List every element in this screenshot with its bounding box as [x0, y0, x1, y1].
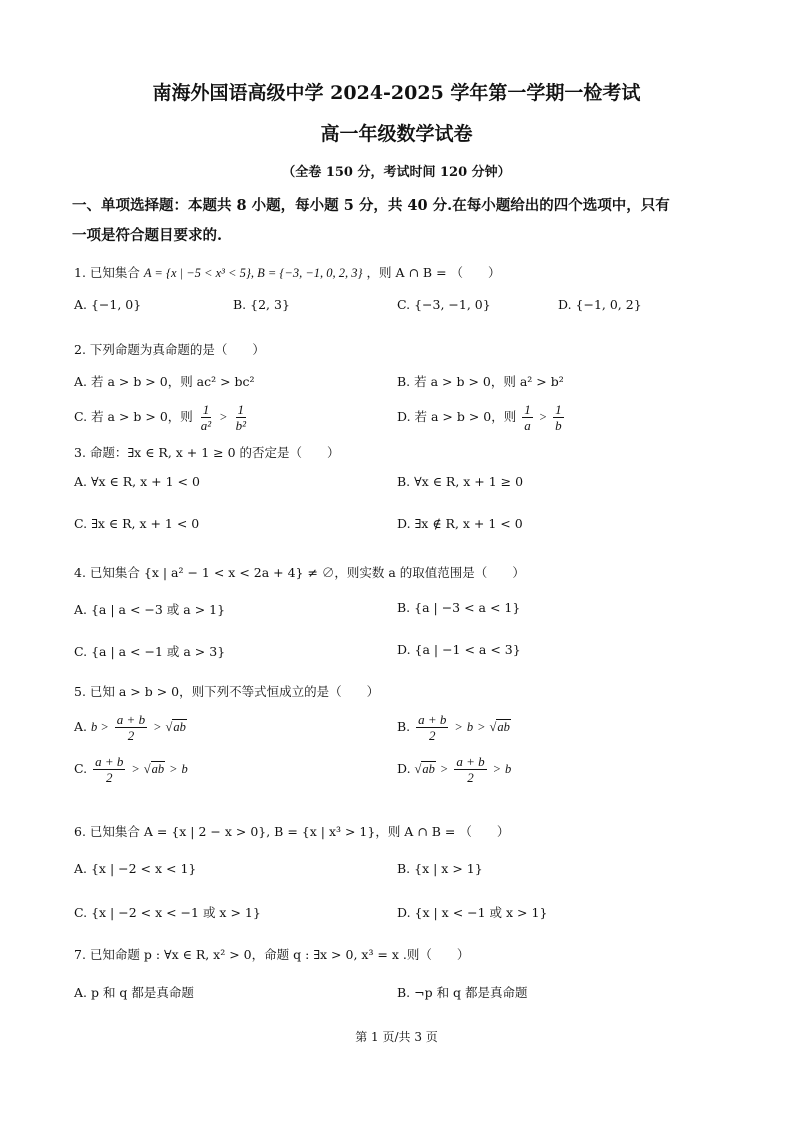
exam-note: （全卷 150 分，考试时间 120 分钟）	[282, 165, 511, 180]
q2-option-a: A. 若 a > b > 0，则 ac² > bc²	[74, 374, 255, 389]
section-heading-line2: 一项是符合题目要求的.	[72, 227, 223, 244]
q2-c-frac-2: $\frac{1}{\text{b²}}$	[235, 402, 246, 433]
q3-option-b: B. ∀x ∈ R, x + 1 ≥ 0	[397, 474, 524, 489]
q4-option-b: B. {a | −3 < a < 1}	[397, 600, 521, 615]
q5-option-c: C. $\frac{a + b}{2}$ > √ab > b	[74, 754, 188, 785]
question-1-tail: ，则 A ∩ B = （ ）	[366, 265, 501, 280]
q1-option-a: A. {−1, 0}	[74, 297, 142, 312]
q4-option-c: C. {a | a < −1 或 a > 3}	[74, 644, 226, 659]
q2-option-d-text: D. 若 a > b > 0，则	[397, 409, 517, 424]
question-4: 4. 已知集合 {x | a² − 1 < x < 2a + 4} ≠ ∅，则实数 a 的取值范围是（ ）	[74, 565, 525, 580]
q1-option-d: D. {−1, 0, 2}	[558, 297, 642, 312]
question-2: 2. 下列命题为真命题的是（ ）	[74, 342, 265, 357]
section-heading-line1: 一、单项选择题：本题共 8 小题，每小题 5 分，共 40 分.在每小题给出的四个选项中，只有	[72, 197, 670, 214]
q5-option-a: A. b > $\frac{a + b}{2}$ > √ab	[74, 712, 186, 743]
paper-subtitle: 高一年级数学试卷	[320, 123, 473, 145]
q1-option-c: C. {−3, −1, 0}	[397, 297, 491, 312]
question-3: 3. 命题：∃x ∈ R, x + 1 ≥ 0 的否定是（ ）	[74, 445, 340, 460]
question-1-math: A = {x | −5 < x³ < 5}, B = {−3, −1, 0, 2, 3}	[143, 266, 363, 280]
q2-c-frac-1: $\frac{1}{\text{a²}}$	[200, 402, 212, 433]
q2-d-frac-2: $\frac{1}{b}$	[555, 402, 562, 433]
q7-option-a: A. p 和 q 都是真命题	[74, 985, 194, 1000]
q6-option-c: C. {x | −2 < x < −1 或 x > 1}	[74, 905, 261, 920]
q3-option-d: D. ∃x ∉ R, x + 1 < 0	[397, 516, 523, 531]
q5-option-b: B. $\frac{a + b}{2}$ > b > √ab	[397, 712, 510, 743]
q6-option-b: B. {x | x > 1}	[397, 861, 483, 876]
q5-option-d: D. √ab > $\frac{a + b}{2}$ > b	[397, 754, 512, 785]
q7-option-b: B. ¬p 和 q 都是真命题	[397, 985, 528, 1000]
q6-option-a: A. {x | −2 < x < 1}	[74, 861, 197, 876]
q2-option-c: C. 若 a > b > 0，则 $\frac{1}{\text{a²}}$ > $\frac{1}{\text{b²}}$	[74, 402, 246, 433]
page-footer: 第 1 页/共 3 页	[355, 1030, 438, 1044]
q6-option-d: D. {x | x < −1 或 x > 1}	[397, 905, 548, 920]
exam-title: 南海外国语高级中学 2024-2025 学年第一学期一检考试	[152, 82, 641, 104]
q4-option-a: A. {a | a < −3 或 a > 1}	[74, 602, 226, 617]
question-7: 7. 已知命题 p : ∀x ∈ R, x² > 0，命题 q : ∃x > 0, x³ = x .则（ ）	[74, 947, 470, 962]
question-1	[74, 263, 501, 281]
q2-option-b: B. 若 a > b > 0，则 a² > b²	[397, 374, 564, 389]
q1-option-b: B. {2, 3}	[233, 297, 290, 312]
q4-option-d: D. {a | −1 < a < 3}	[397, 642, 521, 657]
q2-option-d: D. 若 a > b > 0，则 $\frac{1}{a}$ > $\frac{1}{b}$	[397, 402, 562, 433]
q2-option-c-text: C. 若 a > b > 0，则	[74, 409, 193, 424]
question-1-stem: 1. 已知集合	[74, 265, 140, 280]
question-5: 5. 已知 a > b > 0，则下列不等式恒成立的是（ ）	[74, 684, 380, 699]
q3-option-c: C. ∃x ∈ R, x + 1 < 0	[74, 516, 200, 531]
q2-d-frac-1: $\frac{1}{a}$	[524, 402, 531, 433]
q3-option-a: A. ∀x ∈ R, x + 1 < 0	[74, 474, 200, 489]
question-6: 6. 已知集合 A = {x | 2 − x > 0}, B = {x | x³ > 1}，则 A ∩ B = （ ）	[74, 824, 510, 839]
